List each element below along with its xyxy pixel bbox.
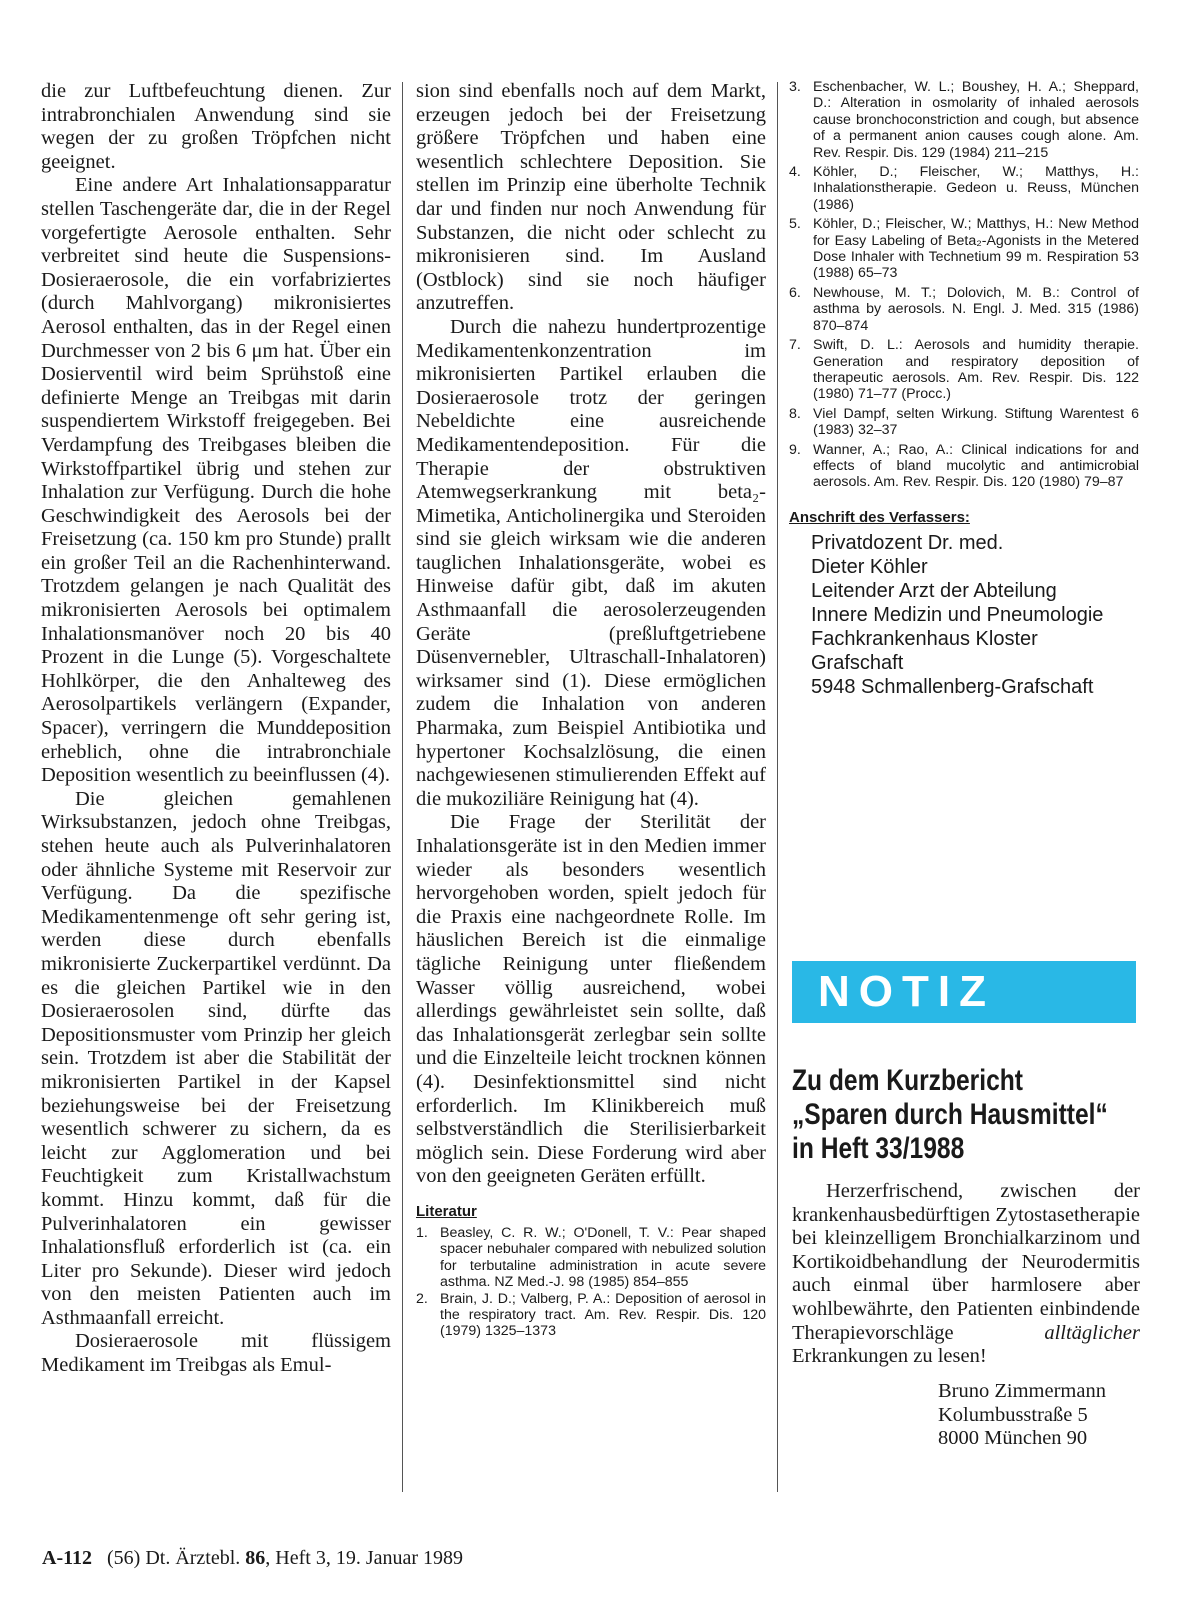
reference-text: Köhler, D.; Fleischer, W.; Matthys, H.: New Method for Easy Labeling of Beta₂-Agonists in the Metered Dose Inhaler with Technetium 99 m. Respiration 53 (1988) 65–73 bbox=[813, 216, 1139, 282]
paragraph: Die Frage der Sterilität der Inhalationsgeräte ist in den Medien immer wieder als besonders wesentlich hervorgehoben worden, spielt jedoch für die Praxis eine nachgeordnete Rolle. Im häuslichen Bereich ist die einmalige tägliche Reinigung unter fließendem Wasser völlig ausreichend, wobei allerdings gewährleistet sein sollte, daß das Inhalationsgerät zerlegbar sein sollte und die Einzelteile leicht trocknen können (4). Desinfektionsmittel sind nicht erforderlich. Im Klinikbereich muß selbstverständlich die Sterilisierbarkeit möglich sein. Diese Forderung wird aber von den geeigneten Geräten erfüllt. bbox=[416, 811, 766, 1188]
column-2 bbox=[416, 80, 766, 1340]
reference-number: 7. bbox=[789, 337, 801, 354]
reference-item bbox=[789, 442, 1139, 491]
address-line: Privatdozent Dr. med. bbox=[811, 531, 1004, 554]
notiz-body bbox=[792, 1180, 1140, 1369]
reference-number: 8. bbox=[789, 405, 801, 422]
signature-line: Bruno Zimmermann bbox=[938, 1380, 1106, 1402]
notiz-title-line: Zu dem Kurzbericht bbox=[792, 1064, 1023, 1097]
reference-number: 6. bbox=[789, 284, 801, 301]
reference-text: Viel Dampf, selten Wirkung. Stiftung Warentest 6 (1983) 32–37 bbox=[813, 405, 1139, 439]
reference-list bbox=[416, 1225, 766, 1340]
reference-item bbox=[789, 406, 1139, 439]
reference-list bbox=[789, 79, 1139, 491]
reference-text: Newhouse, M. T.; Dolovich, M. B.: Control of asthma by aerosols. N. Engl. J. Med. 315 (1986) 870–874 bbox=[813, 284, 1139, 334]
reference-text: Brain, J. D.; Valberg, P. A.: Deposition of aerosol in the respiratory tract. Am. Rev. Respir. Dis. 120 (1979) 1325–1373 bbox=[440, 1290, 766, 1340]
issue-date: , Heft 3, 19. Januar 1989 bbox=[265, 1547, 464, 1569]
column-1 bbox=[41, 80, 391, 1378]
reference-number: 4. bbox=[789, 164, 801, 181]
address-line: Leitender Arzt der Abteilung bbox=[811, 579, 1057, 602]
reference-item bbox=[789, 216, 1139, 282]
reference-item bbox=[789, 79, 1139, 161]
notiz-title-line: in Heft 33/1988 bbox=[792, 1132, 965, 1165]
notiz-title bbox=[792, 1064, 1108, 1166]
reference-item bbox=[416, 1225, 766, 1291]
paragraph: Durch die nahezu hundertprozentige Medikamentenkonzentration im mikronisierten Partikel erlauben die Dosieraerosole trotz der geringen Nebeldichte eine ausreichende Medikamentendeposition. Für die Therapie der obstruktiven Atemwegserkrankung mit beta₂-Mimetika, Anticholinergika und Steroiden sind sie gleich wirksam wie die anderen tauglichen Inhalationsgeräte, wobei es Hinweise dafür gibt, daß im akuten Asthmaanfall die aerosolerzeugenden Geräte (preßluftgetriebene Düsenvernebler, Ultraschall-Inhalatoren) wirksamer sind (1). Diese ermöglichen zudem die Inhalation von anderen Pharmaka, zum Beispiel Antibiotika und hypertoner Kochsalzlösung, die einen nachgewiesenen stimulierenden Effekt auf die mukoziliäre Reinigung hat (4). bbox=[416, 315, 766, 810]
volume-number: 86 bbox=[245, 1547, 266, 1569]
reference-number: 3. bbox=[789, 79, 801, 95]
reference-number: 9. bbox=[789, 441, 801, 458]
notiz-signature bbox=[938, 1380, 1106, 1451]
paragraph: Eine andere Art Inhalationsapparatur stellen Taschengeräte dar, die in der Regel vorgefertigte Aerosole enthalten. Sehr verbreitet sind heute die Suspensions-Dosieraerosole, die ein vorfabriziertes (durch Mahlvorgang) mikronisiertes Aerosol enthalten, das in der Regel einen Durchmesser von 2 bis 6 μm hat. Über ein Dosierventil wird beim Sprühstoß eine definierte Menge an Treibgas mit darin suspendiertem Wirkstoff freigegeben. Bei Verdampfung des Treibgases bleiben die Wirkstoffpartikel übrig und stehen zur Inhalation zur Verfügung. Durch die hohe Geschwindigkeit des Aerosols bei der Freisetzung (ca. 150 km pro Stunde) prallt ein großer Teil an die Rachenhinterwand. Trotzdem gelangen je nach Qualität des mikronisierten Aerosols bei optimalem Inhalationsmanöver noch 20 bis 40 Prozent in die Lunge (5). Vorgeschaltete Hohlkörper, die den Anhalteweg des Aerosolpartikels verlängern (Expander, Spacer), verringern die Munddeposition erheblich, ohne die intrabronchiale Deposition wesentlich zu beeinflussen (4). bbox=[41, 174, 391, 787]
reference-text: Eschenbacher, W. L.; Boushey, H. A.; Sheppard, D.: Alteration in osmolarity of inhaled aerosols cause bronchoconstriction and cough, but absence of a permanent anion causes cough alone. Am. Rev. Respir. Dis. 129 (1984) 211–215 bbox=[813, 79, 1139, 161]
address-line: Grafschaft bbox=[811, 651, 904, 674]
notiz-banner-label: NOTIZ bbox=[818, 967, 995, 1016]
address-line: Dieter Köhler bbox=[811, 555, 928, 578]
reference-number: 2. bbox=[416, 1290, 428, 1307]
column-3 bbox=[789, 79, 1139, 699]
reference-item bbox=[789, 164, 1139, 213]
journal-name: (56) Dt. Ärztebl. bbox=[107, 1547, 241, 1569]
author-address-heading: Anschrift des Verfassers: bbox=[789, 508, 970, 526]
author-address bbox=[811, 531, 1139, 699]
reference-text: Wanner, A.; Rao, A.: Clinical indications for and effects of bland mucolytic and antimicrobial aerosols. Am. Rev. Respir. Dis. 120 (1980) 79–87 bbox=[813, 441, 1139, 491]
literature-heading: Literatur bbox=[416, 1202, 477, 1220]
page-number: A-112 bbox=[42, 1547, 92, 1569]
column-divider bbox=[402, 82, 403, 1492]
reference-item bbox=[789, 337, 1139, 403]
address-line: Fachkrankenhaus Kloster bbox=[811, 627, 1038, 650]
reference-text: Beasley, C. R. W.; O'Donell, T. V.: Pear shaped spacer nebuhaler compared with nebulized solution for terbutaline administration in acute severe asthma. NZ Med.-J. 98 (1985) 854–855 bbox=[440, 1224, 766, 1291]
reference-item bbox=[416, 1291, 766, 1340]
column-divider bbox=[777, 82, 778, 1492]
notiz-text: Erkrankungen zu lesen! bbox=[792, 1345, 987, 1368]
notiz-italic-text: alltäglicher bbox=[1044, 1321, 1140, 1344]
reference-number: 5. bbox=[789, 216, 801, 233]
notiz-title-line: „Sparen durch Hausmittel“ bbox=[792, 1098, 1108, 1131]
notiz-paragraph bbox=[792, 1180, 1140, 1369]
paragraph: Die gleichen gemahlenen Wirksubstanzen, jedoch ohne Treibgas, stehen heute auch als Pulverinhalatoren oder ähnliche Systeme mit Reservoir zur Verfügung. Da die spezifische Medikamentenmenge oft sehr gering ist, werden diese durch ebenfalls mikronisierte Zuckerpartikel verdünnt. Da es die gleichen Partikel wie in den Dosieraerosolen sind, dürfte das Depositionsmuster vom Prinzip her gleich sein. Trotzdem ist aber die Stabilität der mikronisierten Partikel in der Kapsel beziehungsweise bei der Freisetzung wesentlich schwerer zu sichern, da es leicht zur Agglomeration und bei Feuchtigkeit zum Kristallwachstum kommt. Hinzu kommt, daß für die Pulverinhalatoren ein gewisser Inhalationsfluß erforderlich ist (ca. ein Liter pro Sekunde). Dieser wird jedoch von den meisten Patienten auch im Asthmaanfall erreicht. bbox=[41, 787, 391, 1329]
reference-item bbox=[789, 285, 1139, 334]
address-line: Innere Medizin und Pneumologie bbox=[811, 603, 1104, 626]
notiz-banner bbox=[792, 961, 1136, 1023]
paragraph: sion sind ebenfalls noch auf dem Markt, erzeugen jedoch bei der Freisetzung größere Tröpfchen und haben eine wesentlich schlechtere Deposition. Sie stellen im Prinzip eine überholte Technik dar und finden nur noch Anwendung für Substanzen, die nicht oder schlecht zu mikronisieren sind. Im Ausland (Ostblock) sind sie noch häufiger anzutreffen. bbox=[416, 80, 766, 315]
reference-text: Swift, D. L.: Aerosols and humidity therapie. Generation and respiratory deposition of therapeutic aerosols. Am. Rev. Respir. Dis. 122 (1980) 71–77 (Procc.) bbox=[813, 337, 1139, 403]
page-footer bbox=[42, 1547, 463, 1570]
reference-number: 1. bbox=[416, 1224, 428, 1241]
paragraph: die zur Luftbefeuchtung dienen. Zur intrabronchialen Anwendung sind sie wegen der zu großen Tröpfchen nicht geeignet. bbox=[41, 80, 391, 173]
signature-line: 8000 München 90 bbox=[938, 1427, 1088, 1450]
address-line: 5948 Schmallenberg-Grafschaft bbox=[811, 675, 1094, 698]
notiz-text: Herzerfrischend, zwischen der krankenhausbedürftigen Zytostasetherapie bei kleinzelligem Bronchialkarzinom und Kortikoidbehandlung der Neurodermitis auch einmal über harmlosere aber wohlbewährte, den Patienten einbindende Therapievorschläge bbox=[792, 1180, 1140, 1344]
signature-line: Kolumbusstraße 5 bbox=[938, 1403, 1088, 1426]
paragraph: Dosieraerosole mit flüssigem Medikament im Treibgas als Emul- bbox=[41, 1330, 391, 1377]
reference-text: Köhler, D.; Fleischer, W.; Matthys, H.: Inhalationstherapie. Gedeon u. Reuss, München (1986) bbox=[813, 164, 1139, 213]
